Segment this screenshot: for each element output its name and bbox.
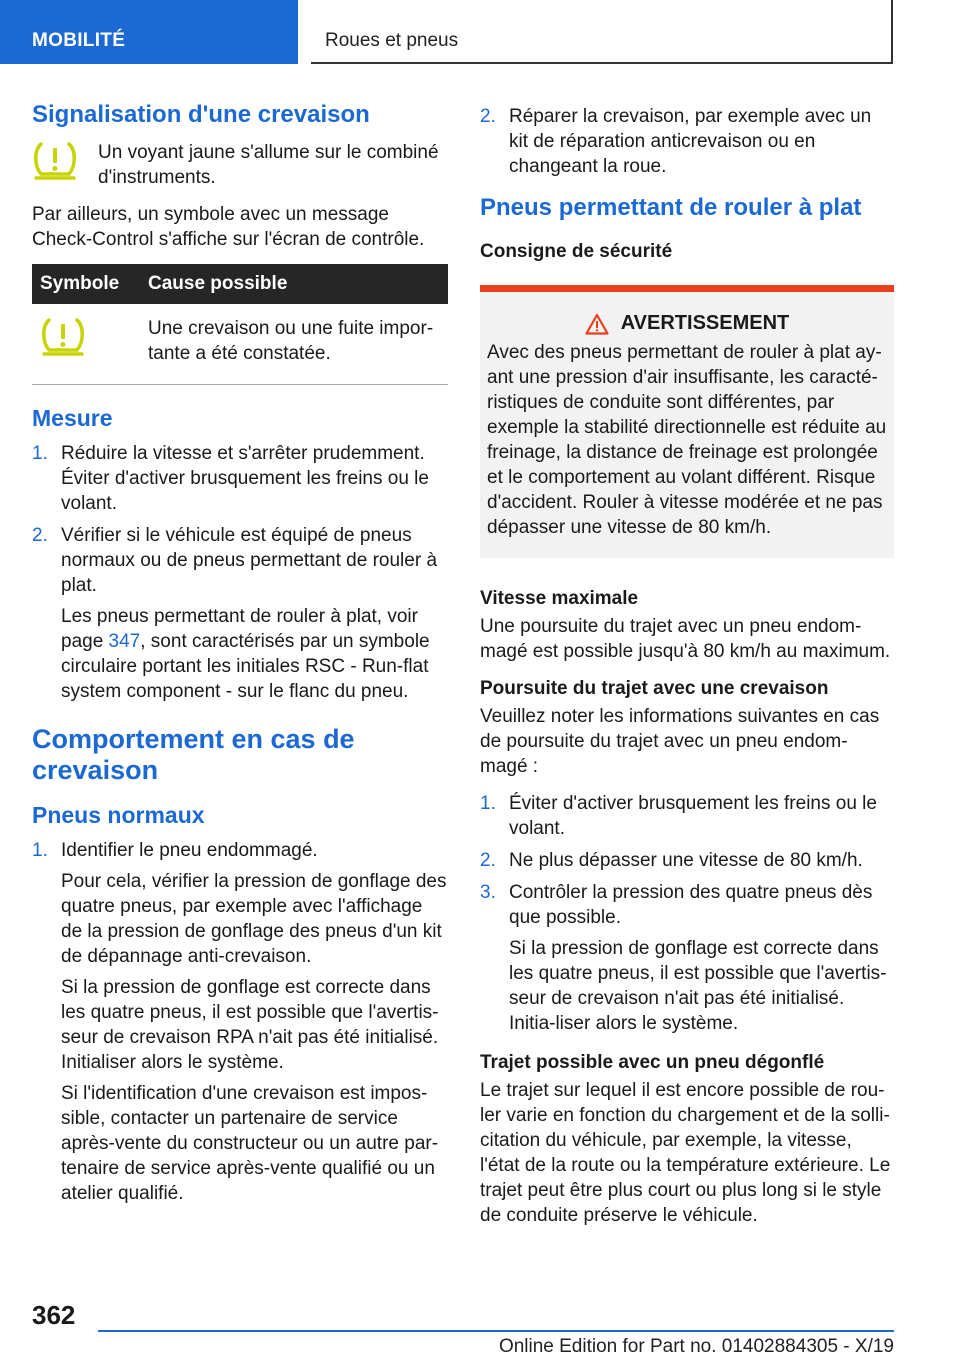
symbol-table — [32, 264, 448, 385]
poursuite-list — [480, 791, 894, 1036]
heading-pneus-normaux: Pneus normaux — [32, 802, 205, 828]
list-item: 1. Identifier le pneu endommagé. Pour cela, vérifier la pression de gonflage des quatre pneus, par exemple avec l'affichage de la pression de gonflage des pneus d'un kit de dépannage anti-crevaison. Si la pression de gonflage est correcte dans les quatre pneus, il est possible que l'avertis-seur de crevaison RPA n'ait pas été initialisé. Initialiser alors le système. Si l'identification d'une crevaison est impos-sible, contacter un partenaire de service après-vente du constructeur ou un autre par-tenaire de service après-vente qualifié ou un atelier qualifié. — [32, 840, 447, 1204]
footer-edition: Online Edition for Part no. 01402884305 - X/19 — [498, 1336, 894, 1357]
table-header-cause: Cause possible — [140, 264, 448, 304]
list-item: 2. Ne plus dépasser une vitesse de 80 km/h. — [480, 850, 863, 871]
vmax-text: Une poursuite du trajet avec un pneu endom-magé est possible jusqu'à 80 km/h au maximum. — [480, 616, 891, 662]
page-number: 362 — [32, 1300, 76, 1330]
trajet-text: Le trajet sur lequel il est encore possible de rou-ler varie en fonction du chargement et de la solli-citation du véhicule, par exemple, la vitesse, l'état de la route ou la température extérieure. Le trajet peut être plus court ou plus long si le style de conduite préserve le véhicule. — [480, 1080, 891, 1226]
normaux-list — [32, 838, 448, 1206]
signal-row — [32, 140, 448, 190]
table-cell-cause: Une crevaison ou une fuite impor-tante a été constatée. — [140, 304, 448, 385]
header-chapter: Roues et pneus — [325, 30, 459, 51]
left-column — [32, 100, 448, 1220]
list-item: 1. Réduire la vitesse et s'arrêter prudemment. Éviter d'activer brusquement les freins ou le volant. — [32, 443, 429, 514]
heading-consigne: Consigne de sécurité — [480, 241, 673, 262]
header-section: MOBILITÉ — [32, 30, 126, 51]
right-column — [480, 104, 894, 1240]
mesure-list-continued — [480, 104, 894, 179]
heading-mesure: Mesure — [32, 405, 113, 431]
tpms-warning-icon — [40, 316, 86, 356]
heading-trajet-possible: Trajet possible avec un pneu dégonflé — [480, 1052, 825, 1073]
tpms-warning-icon — [32, 140, 98, 190]
signal-text: Un voyant jaune s'allume sur le combiné d'instruments. — [98, 142, 439, 188]
footer-divider — [98, 1330, 894, 1332]
heading-signalisation: Signalisation d'une crevaison — [32, 101, 370, 128]
page-link-347[interactable]: 347 — [108, 631, 141, 652]
warning-box — [480, 285, 894, 558]
list-item: 2. Vérifier si le véhicule est équipé de pneus normaux ou de pneus permettant de rouler à plat. Les pneus permettant de rouler à plat, voir page 347, sont caractérisés par un symbole circulaire portant les initiales RSC - Run-flat system component - sur le flanc du pneu. — [32, 523, 448, 704]
header-section-tab — [0, 0, 298, 64]
poursuite-text: Veuillez noter les informations suivantes en cas de poursuite du trajet avec un pneu endom-magé : — [480, 706, 880, 777]
list-item: 2. Réparer la crevaison, par exemple avec un kit de réparation anticrevaison ou en changeant la roue. — [480, 106, 872, 177]
list-item: 1. Éviter d'activer brusquement les freins ou le volant. — [480, 793, 877, 839]
heading-vitesse-maximale: Vitesse maximale — [480, 588, 639, 609]
table-row — [32, 304, 448, 385]
heading-runflat: Pneus permettant de rouler à plat — [480, 194, 862, 221]
heading-poursuite: Poursuite du trajet avec une crevaison — [480, 678, 829, 699]
header-chapter-box — [311, 0, 893, 64]
table-cell-icon — [32, 304, 140, 385]
signal-paragraph: Par ailleurs, un symbole avec un message Check-Control s'affiche sur l'écran de contrôle. — [32, 204, 425, 250]
mesure-list — [32, 441, 448, 704]
warning-triangle-icon — [585, 313, 609, 335]
heading-comportement: Comportement en cas de crevaison — [32, 724, 355, 785]
warning-text: Avec des pneus permettant de rouler à plat ay-ant une pression d'air insuffisante, les caracté-ristiques de conduite sont différentes, par exemple la stabilité directionnelle est réduite au freinage, la distance de freinage est prolongée et le comportement au volant différent. Risque d'accident. Rouler à vitesse modérée et ne pas dépasser une vitesse de 80 km/h. — [487, 342, 887, 538]
warning-title: AVERTISSEMENT — [620, 312, 790, 334]
table-header-symbole: Symbole — [32, 264, 140, 304]
list-item: 3. Contrôler la pression des quatre pneus dès que possible. Si la pression de gonflage est correcte dans les quatre pneus, il est possible que l'avertis-seur de crevaison n'ait pas été initialisé. Initia-liser alors le système. — [480, 882, 887, 1034]
runflat-reference: Les pneus permettant de rouler à plat, voir page 347, sont caractérisés par un symbole circulaire portant les initiales RSC - Run-flat system component - sur le flanc du pneu. — [61, 606, 430, 702]
